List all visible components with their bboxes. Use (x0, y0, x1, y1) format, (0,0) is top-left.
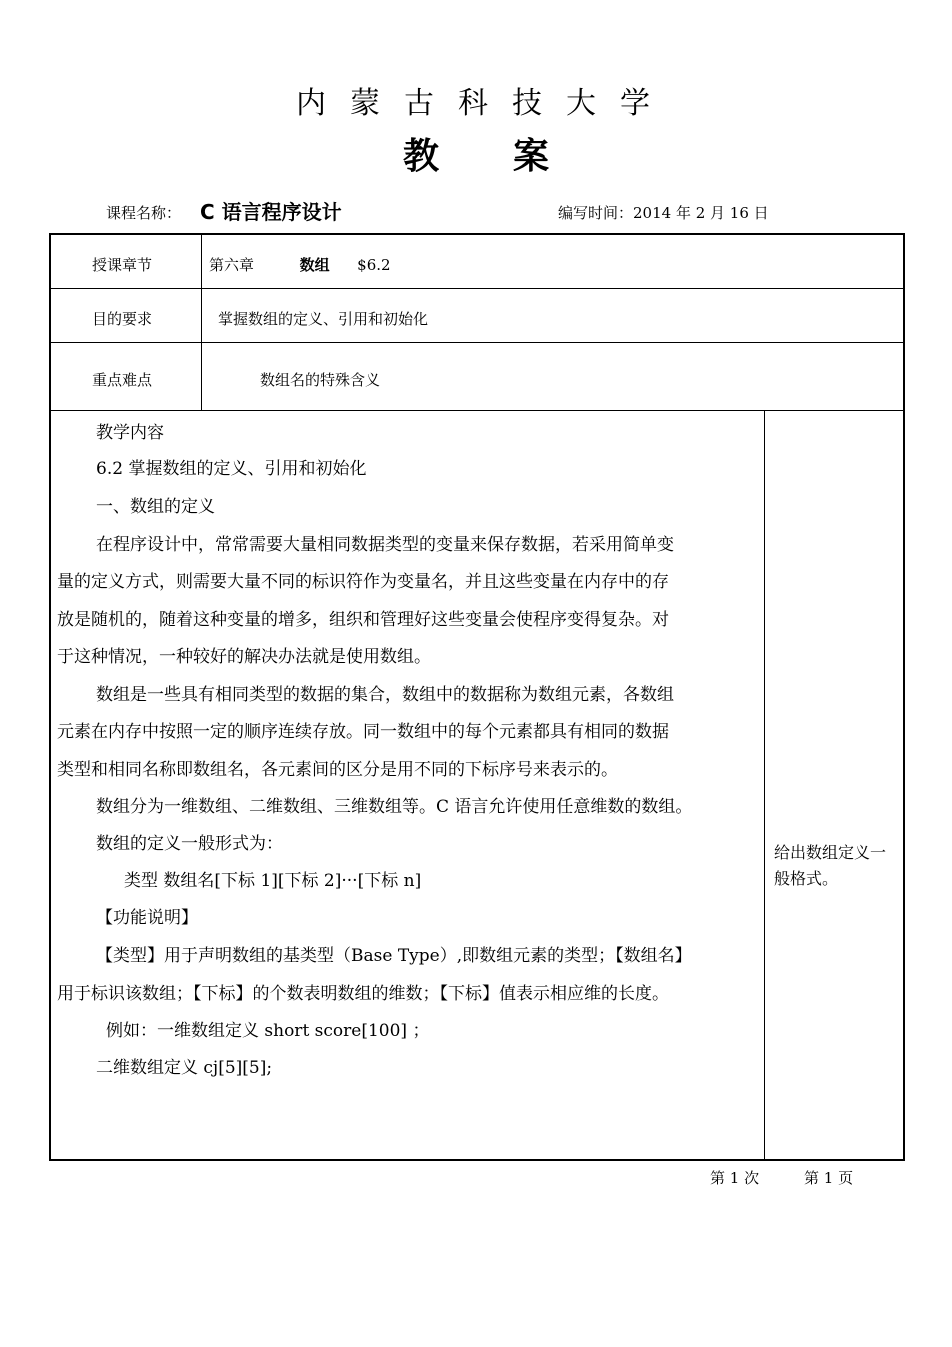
side-note-line: 给出数组定义一 (774, 843, 887, 862)
course-name: C 语言程序设计 (200, 200, 342, 224)
function-heading: 【功能说明】 (96, 908, 198, 928)
side-note-line: 般格式。 (774, 869, 839, 888)
chapter-section: $6.2 (357, 256, 391, 274)
doc-type-title: 教案 (402, 136, 623, 177)
chapter-label: 授课章节 (92, 256, 153, 274)
paragraph-line: 用于标识该数组；【下标】的个数表明数组的维数；【下标】值表示相应维的长度。 (57, 984, 669, 1004)
course-label: 课程名称： (106, 204, 182, 222)
row-divider (49, 288, 905, 289)
paragraph-line: 数组的定义一般形式为： (96, 834, 283, 854)
column-divider (764, 410, 765, 1161)
paragraph-line: 于这种情况，一种较好的解决办法就是使用数组。 (57, 647, 431, 667)
paragraph-line: 数组分为一维数组、二维数组、三维数组等。C 语言允许使用任意维数的数组。 (96, 797, 693, 817)
keypoints-value: 数组名的特殊含义 (260, 371, 381, 389)
section-title: 6.2 掌握数组的定义、引用和初始化 (96, 459, 367, 479)
paragraph-line: 量的定义方式，则需要大量不同的标识符作为变量名，并且这些变量在内存中的存 (57, 572, 669, 592)
paragraph-line: 放是随机的，随着这种变量的增多，组织和管理好这些变量会使程序变得复杂。对 (57, 610, 669, 630)
syntax-line: 类型 数组名[下标 1][下标 2]···[下标 n] (124, 871, 422, 891)
example-line: 例如：一维数组定义 short score[100] ； (106, 1021, 430, 1041)
chapter-topic: 数组 (299, 256, 330, 274)
objective-value: 掌握数组的定义、引用和初始化 (218, 310, 429, 328)
row-divider (49, 410, 905, 411)
row-divider (49, 342, 905, 343)
paragraph-line: 元素在内存中按照一定的顺序连续存放。同一数组中的每个元素都具有相同的数据 (57, 722, 669, 742)
keypoints-label: 重点难点 (92, 371, 153, 389)
chapter-number: 第六章 (209, 256, 255, 274)
written-time: 编写时间：2014 年 2 月 16 日 (558, 204, 769, 222)
page-number: 第 1 页 (804, 1169, 854, 1187)
subsection-title: 一、数组的定义 (96, 497, 215, 517)
content-heading: 教学内容 (96, 423, 164, 443)
chapter-value (209, 254, 391, 275)
column-divider (201, 233, 202, 410)
university-title: 内蒙古科技大学 (296, 86, 674, 121)
paragraph-line: 类型和相同名称即数组名，各元素间的区分是用不同的下标序号来表示的。 (57, 760, 618, 780)
paragraph-line: 【类型】用于声明数组的基类型（Base Type）,即数组元素的类型；【数组名】 (96, 946, 692, 966)
paragraph-line: 在程序设计中，常常需要大量相同数据类型的变量来保存数据，若采用简单变 (96, 535, 674, 555)
lesson-count: 第 1 次 (710, 1169, 760, 1187)
objective-label: 目的要求 (92, 310, 153, 328)
paragraph-line: 数组是一些具有相同类型的数据的集合，数组中的数据称为数组元素，各数组 (96, 685, 674, 705)
example-line: 二维数组定义 cj[5][5]; (96, 1058, 273, 1078)
